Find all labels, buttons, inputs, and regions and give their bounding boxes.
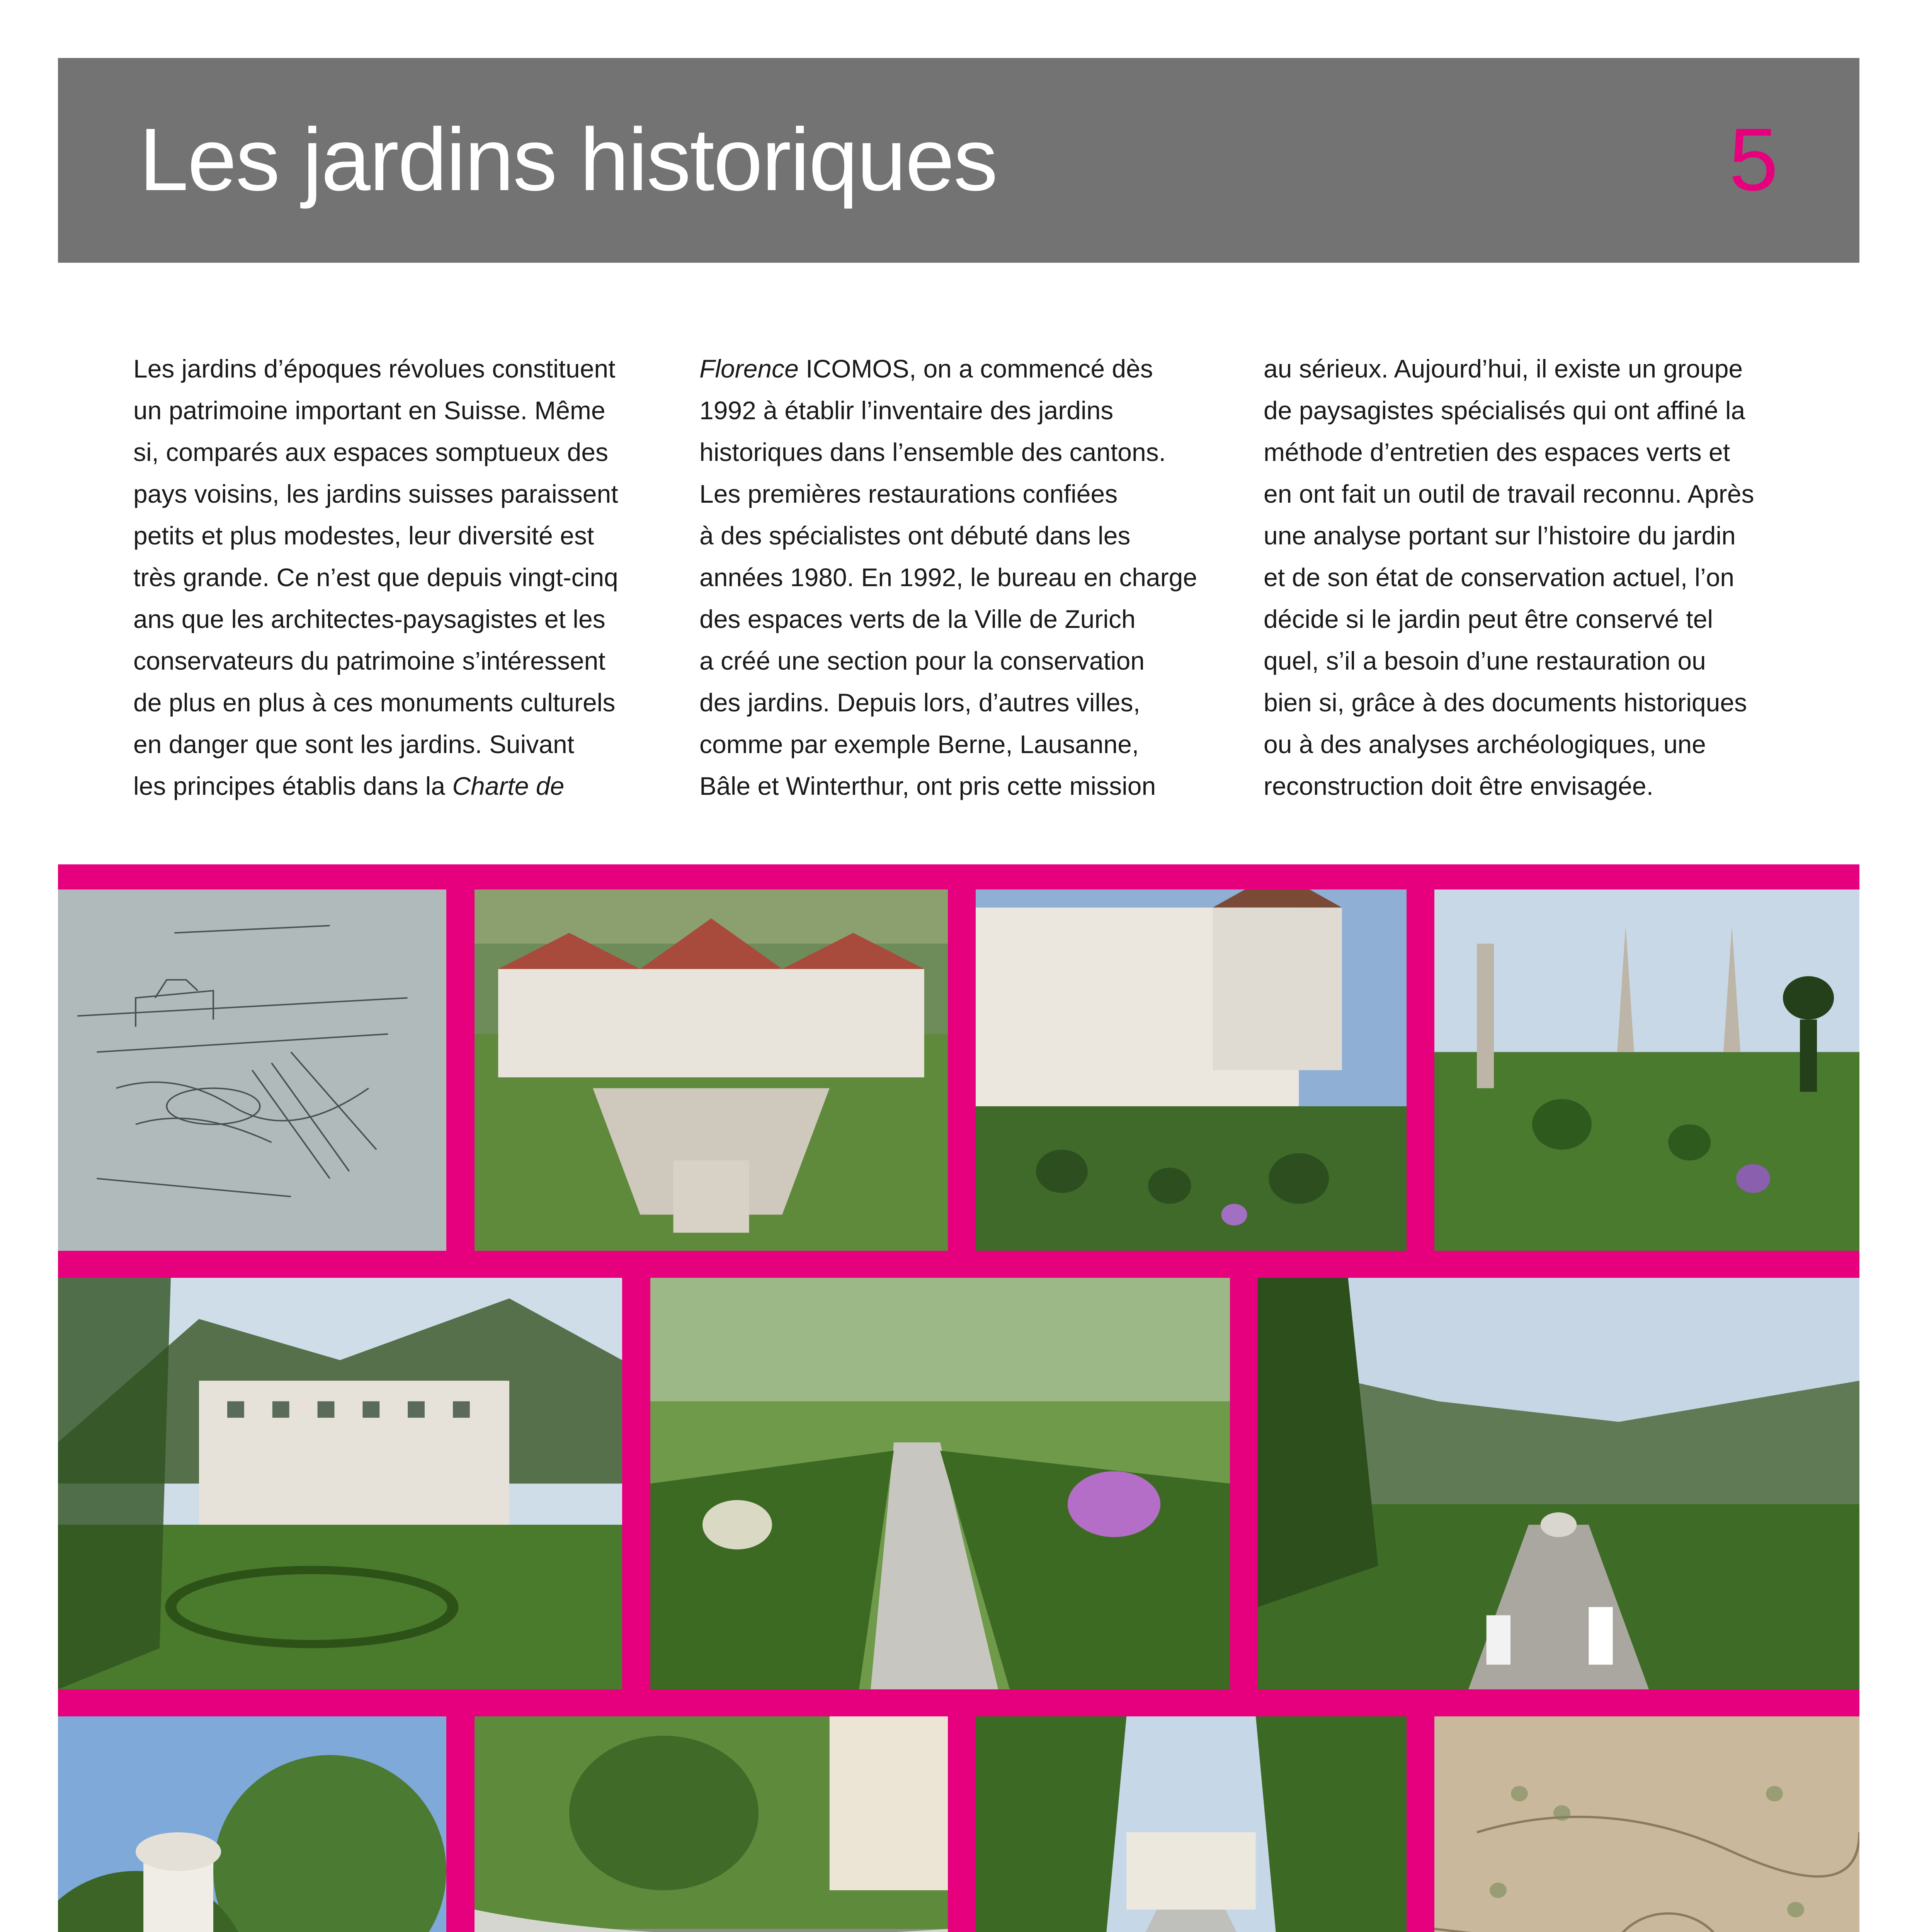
photo-bondo-garden xyxy=(1258,1278,1859,1689)
text-line xyxy=(699,348,1225,389)
text-line: en ont fait un outil de travail reconnu. Après xyxy=(1264,480,1754,508)
photo-mon-repos-gazebo xyxy=(58,1716,446,1932)
text-line: décide si le jardin peut être conservé tel xyxy=(1264,605,1713,633)
text-column-1 xyxy=(133,348,659,807)
text-line: des espaces verts de la Ville de Zurich xyxy=(699,605,1136,633)
text-span: les principes établis dans la xyxy=(133,772,452,800)
text-line: très grande. Ce n’est que depuis vingt-cinq xyxy=(133,563,618,592)
text-line: de plus en plus à ces monuments culturels xyxy=(133,688,616,717)
text-line: conservateurs du patrimoine s’intéressent xyxy=(133,646,606,675)
text-italic: Charte de xyxy=(452,772,565,800)
text-line: Bâle et Winterthur, ont pris cette mission xyxy=(699,772,1156,800)
photo-obelisk-garden xyxy=(1434,889,1859,1251)
photo-grid xyxy=(58,864,1859,1932)
text-line: ou à des analyses archéologiques, une xyxy=(1264,730,1706,759)
text-line: a créé une section pour la conservation xyxy=(699,646,1145,675)
text-column-2 xyxy=(699,348,1225,807)
text-line: petits et plus modestes, leur diversité est xyxy=(133,521,594,550)
text-line: à des spécialistes ont débuté dans les xyxy=(699,521,1131,550)
text-line: méthode d’entretien des espaces verts et xyxy=(1264,438,1730,466)
text-line: 1992 à établir l’inventaire des jardins xyxy=(699,396,1114,425)
page-title: Les jardins historiques xyxy=(139,110,997,209)
text-line: si, comparés aux espaces somptueux des xyxy=(133,438,608,466)
text-line: années 1980. En 1992, le bureau en charge xyxy=(699,563,1197,592)
header-band xyxy=(58,58,1859,263)
text-line: pays voisins, les jardins suisses paraissent xyxy=(133,480,618,508)
body-text xyxy=(133,348,1795,819)
text-line: des jardins. Depuis lors, d’autres villes, xyxy=(699,688,1140,717)
text-column-3 xyxy=(1264,348,1789,807)
text-line: en danger que sont les jardins. Suivant xyxy=(133,730,575,759)
photo-castle-garden xyxy=(976,889,1407,1251)
text-line: de paysagistes spécialisés qui ont affiné la xyxy=(1264,396,1745,425)
photo-open-air-concert xyxy=(475,1716,948,1932)
text-line: reconstruction doit être envisagée. xyxy=(1264,772,1653,800)
text-line xyxy=(133,765,659,807)
text-line: bien si, grâce à des documents historiques xyxy=(1264,688,1747,717)
text-line: ans que les architectes-paysagistes et les xyxy=(133,605,606,633)
photo-garden-path xyxy=(650,1278,1230,1689)
photo-tree-alley xyxy=(976,1716,1407,1932)
text-line: au sérieux. Aujourd’hui, il existe un groupe xyxy=(1264,354,1743,383)
photo-salis-soglio xyxy=(58,1278,622,1689)
text-line: une analyse portant sur l’histoire du jardin xyxy=(1264,521,1736,550)
text-line: Les premières restaurations confiées xyxy=(699,480,1118,508)
text-span: ICOMOS, on a commencé dès xyxy=(798,354,1153,383)
photo-historic-plan xyxy=(1434,1716,1859,1932)
text-line: Les jardins d’époques révolues constituent xyxy=(133,354,616,383)
panel-number: 5 xyxy=(1729,110,1778,209)
photo-waldegg-castle xyxy=(475,889,948,1251)
photo-historic-drawing xyxy=(58,889,446,1251)
text-line: historiques dans l’ensemble des cantons. xyxy=(699,438,1166,466)
text-line: un patrimoine important en Suisse. Même xyxy=(133,396,606,425)
text-line: quel, s’il a besoin d’une restauration ou xyxy=(1264,646,1706,675)
text-line: et de son état de conservation actuel, l’on xyxy=(1264,563,1735,592)
text-italic: Florence xyxy=(699,354,799,383)
text-line: comme par exemple Berne, Lausanne, xyxy=(699,730,1139,759)
